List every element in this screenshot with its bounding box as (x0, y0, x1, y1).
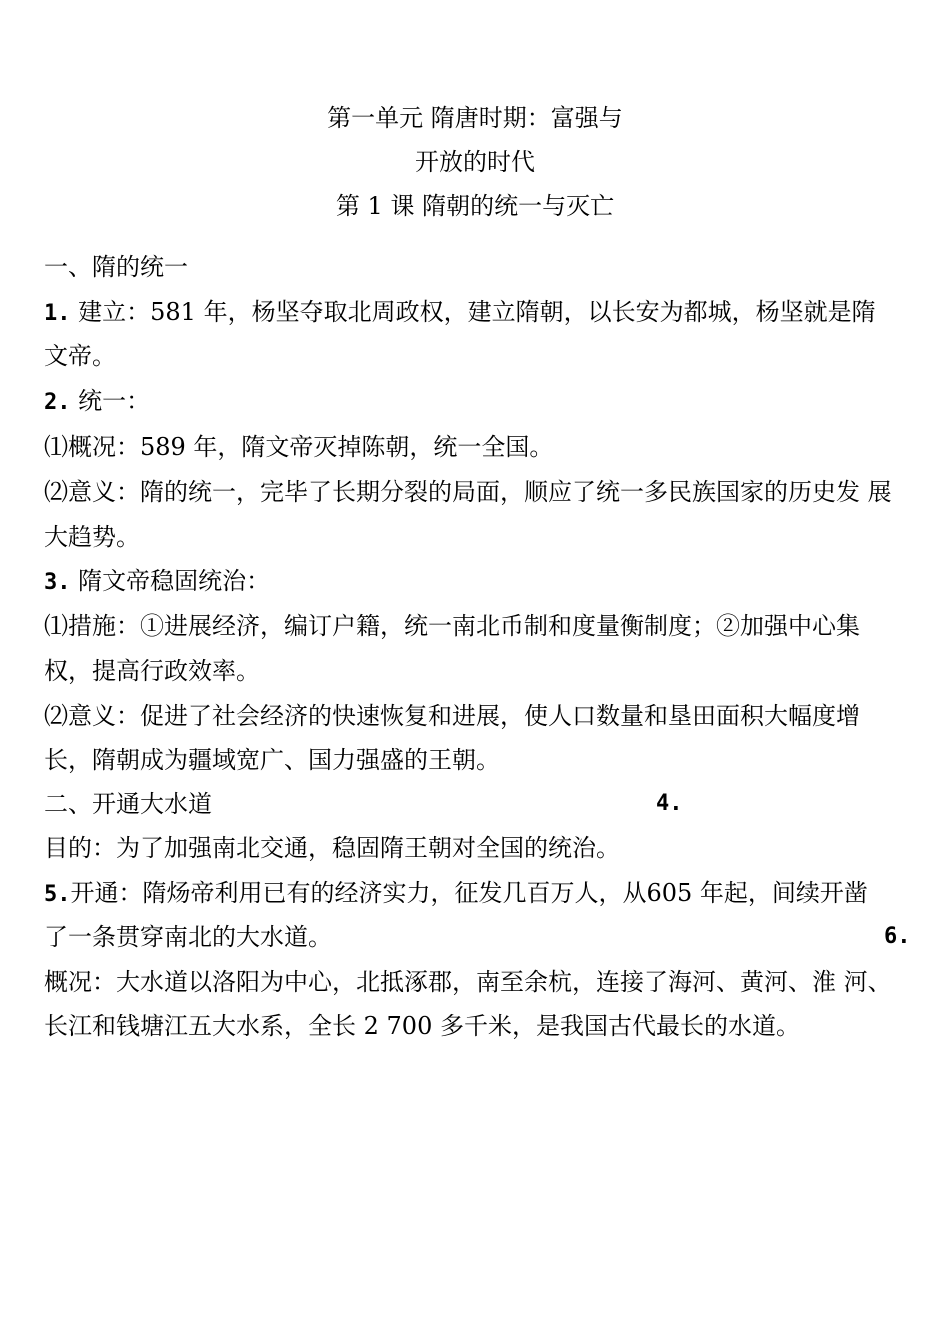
item6-line2: 长江和钱塘江五大水系，全长 2 700 多千米，是我国古代最长的水道。 (44, 1012, 800, 1040)
item1-number: 1. (44, 301, 71, 326)
item1-text: 建立：581 年，杨坚夺取北周政权，建立隋朝，以长安为都城，杨坚就是隋 (70, 298, 876, 326)
item5-line1 (44, 873, 868, 915)
item3-heading (44, 561, 270, 603)
item3-sub2-line1: ⑵意义：促进了社会经济的快速恢复和进展，使人口数量和垦田面积大幅度增 (44, 702, 860, 730)
item2-sub2-line1: ⑵意义：隋的统一，完毕了长期分裂的局面，顺应了统一多民族国家的历史发 展 (44, 478, 892, 506)
item2-number: 2. (44, 390, 71, 415)
item2-heading (44, 381, 150, 423)
item2-label: 统一： (70, 387, 151, 415)
item3-sub2-line2: 长，隋朝成为疆域宽广、国力强盛的王朝。 (44, 746, 500, 774)
unit-title-line2: 开放的时代 (415, 148, 535, 176)
item5-text: 开通：隋炀帝利用已有的经济实力，征发几百万人，从605 年起，间续开凿 (70, 879, 868, 907)
item3-number: 3. (44, 570, 71, 595)
item6-number: 6. (884, 924, 911, 949)
item4-number: 4. (656, 791, 683, 816)
item2-sub2-line2: 大趋势。 (44, 523, 140, 551)
item2-sub1: ⑴概况：589 年，隋文帝灭掉陈朝，统一全国。 (44, 433, 554, 461)
lesson-title: 第 1 课 隋朝的统一与灭亡 (335, 192, 615, 220)
item6-line1: 概况：大水道以洛阳为中心，北抵涿郡，南至余杭，连接了海河、黄河、淮 河、 (44, 968, 892, 996)
section2-heading: 二、开通大水道 (44, 790, 212, 818)
unit-title-line1: 第一单元 隋唐时期：富强与 (327, 104, 623, 132)
item4-text: 目的：为了加强南北交通，稳固隋王朝对全国的统治。 (44, 834, 620, 862)
item1-line2: 文帝。 (44, 342, 116, 370)
item3-sub1-line2: 权，提高行政效率。 (44, 657, 260, 685)
item5-number: 5. (44, 882, 71, 907)
section1-heading: 一、隋的统一 (44, 253, 188, 281)
item3-sub1-line1: ⑴措施：①进展经济，编订户籍，统一南北币制和度量衡制度；②加强中心集 (44, 612, 860, 640)
item3-label: 隋文帝稳固统治： (70, 567, 271, 595)
item1-line1 (44, 292, 876, 334)
item5-line2: 了一条贯穿南北的大水道。 (44, 923, 332, 951)
